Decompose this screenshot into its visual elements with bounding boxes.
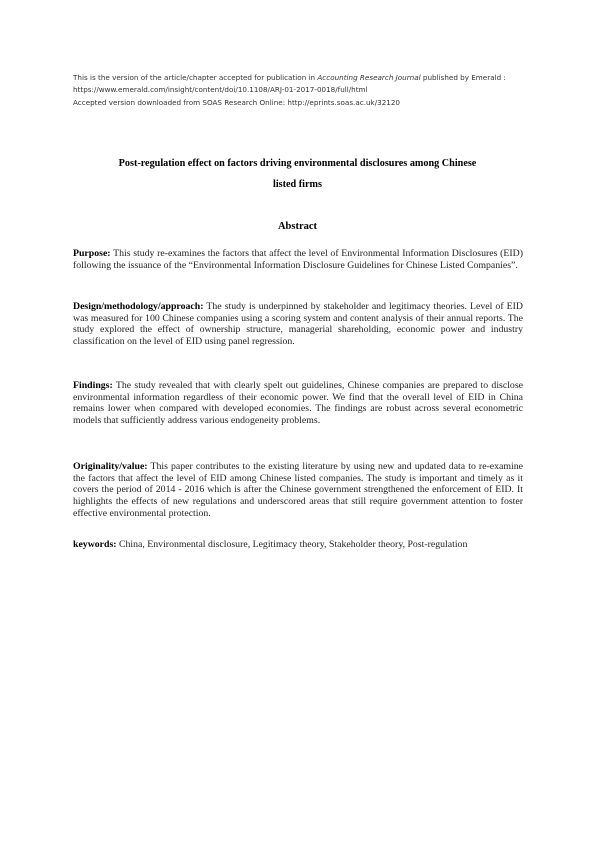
section-text: This study re-examines the factors that affect the level of Environmental Information Disclosures (EID) following the issuance of the “Environmental Information Disclosure Guidelines for Chinese Listed Companies”.: [73, 248, 523, 271]
acceptance-notice: [73, 72, 533, 109]
section-label: Findings:: [73, 380, 113, 391]
repository-notice: Accepted version downloaded from SOAS Research Online: http://eprints.soas.ac.uk/32120: [73, 97, 400, 107]
section-text: This paper contributes to the existing literature by using new and updated data to re-examine the factors that affect the level of EID among Chinese listed companies. The study is important and timely as it covers the period of 2014 - 2016 which is after the Chinese government strengthened the enforcement of EID. It highlights the effects of new regulations and underscored areas that still require government attention to foster effective environmental protection.: [73, 461, 523, 519]
abstract-heading: Abstract: [277, 221, 318, 232]
section-label: Purpose:: [73, 248, 111, 259]
title-line-1: Post-regulation effect on factors driving environmental disclosures among Chinese: [118, 158, 477, 169]
paper-title: [60, 153, 535, 195]
journal-name: Accounting Research Journal: [317, 73, 421, 82]
notice-prefix: This is the version of the article/chapter accepted for publication in: [73, 73, 318, 82]
title-line-2: listed firms: [273, 179, 322, 190]
section-text: China, Environmental disclosure, Legitimacy theory, Stakeholder theory, Post-regulation: [119, 539, 468, 550]
section-text: The study is underpinned by stakeholder and legitimacy theories. Level of EID was measured for 100 Chinese companies using a scoring system and content analysis of their annual reports. The study explored the effect of ownership structure, managerial shareholding, economic power and industry classification on the level of EID using panel regression.: [73, 301, 523, 348]
section-label: keywords:: [73, 539, 117, 550]
notice-suffix: published by Emerald :: [420, 73, 506, 82]
section-label: Design/methodology/approach:: [73, 301, 204, 312]
abstract-purpose: [73, 248, 523, 271]
keywords: [73, 539, 523, 551]
section-text: The study revealed that with clearly spelt out guidelines, Chinese companies are prepared to disclose environmental information regardless of their economic power. We find that the overall level of EID in China remains lower when compared with developed economies. The findings are robust across several econometric models that sufficiently address various endogeneity problems.: [73, 380, 523, 427]
abstract-originality: [73, 461, 523, 520]
article-url[interactable]: https://www.emerald.com/insight/content/doi/10.1108/ARJ-01-2017-0018/full/html: [73, 85, 368, 95]
abstract-findings: [73, 380, 523, 427]
section-label: Originality/value:: [73, 461, 148, 472]
notice-line-1: [73, 72, 533, 84]
abstract-design: [73, 301, 523, 348]
